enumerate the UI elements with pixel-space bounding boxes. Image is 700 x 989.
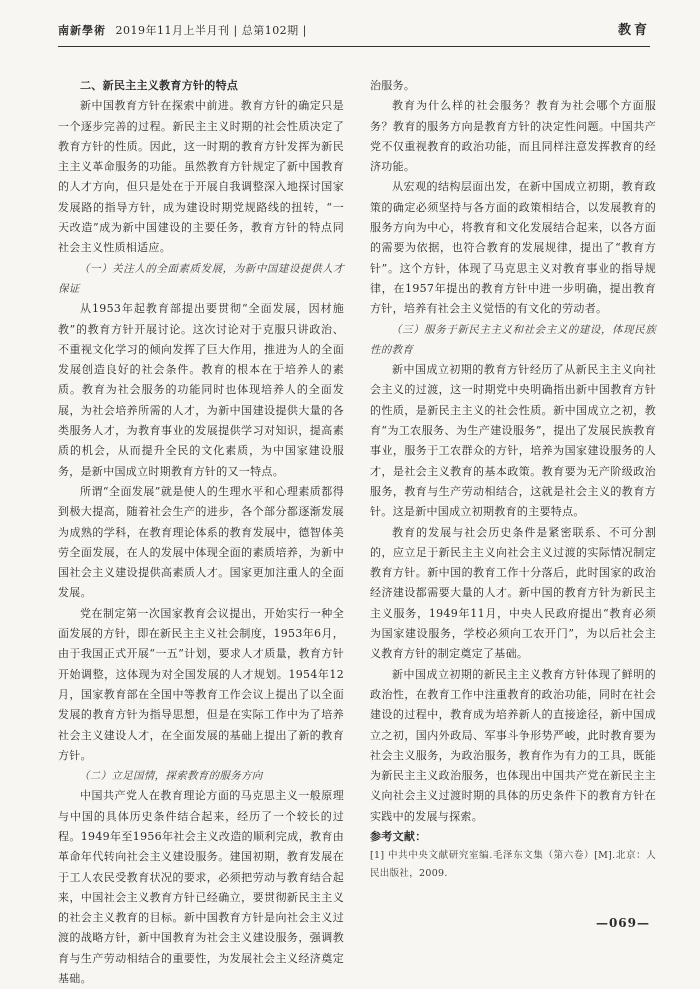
page-header xyxy=(58,20,650,42)
paragraph: 中国共产党人在教育理论方面的马克思主义一般原理与中国的具体历史条件结合起来，经历了一个较长的过程。1949年至1956年社会主义改造的顺利完成，教育由革命年代转向社会主义建设服务。建国初期，教育发展在于工人农民受教育状况的要求，必须把劳动与教育结合起来，中国社会主义教育方针已经确立，要贯彻新民主主义的社会主义教育的目标。新中国教育方针是向社会主义过渡的战略方针，新中国教育为社会主义建设服务，强调教育与生产劳动相结合的重要性，为发展社会主义经济奠定基础。 xyxy=(58,789,344,986)
paragraph: 从1953年起教育部提出要贯彻“全面发展，因材施教”的教育方针开展讨论。这次讨论对于克服只讲政治、不重视文化学习的倾向发挥了巨大作用，推进为人的全面发展创造良好的社会条件。教育的根本在于培养人的素质。教育为社会服务的功能同时也体现培养人的全面发展，为社会培养所需的人才，为新中国建设提供大量的各类服务人才，为教育事业的发展提供学习对知识，提高素质的机会，从而提升全民的文化素质，为中国家建设服务，是新中国成立时期教育方针的又一特点。 xyxy=(58,302,344,478)
paragraph: 新中国成立初期的教育方针经历了从新民主主义向社会主义的过渡，这一时期党中央明确指出新中国教育方针的性质，是新民主主义的社会性质。新中国成立之初，教育“为工农服务、为生产建设服务”，提出了发展民族教育事业，服务于工农群众的方针，培养为国家建设服务的人才，是社会主义教育的基本政策。教育要为无产阶级政治服务，教育与生产劳动相结合，这就是社会主义的教育方针。这是新中国成立初期教育的主要特点。 xyxy=(370,363,656,519)
header-rule xyxy=(58,46,650,47)
paragraph: 新中国教育方针在探索中前进。教育方针的确定只是一个逐步完善的过程。新民主主义时期的社会性质决定了教育方针的性质。因此，这一时期的教育方针发挥为新民主主义革命服务的功能。虽然教育方针规定了新中国教育的人才方向，但只是处在于开展自我调整深入地探讨国家发展路的指导方针，成为建设时期党规路线的扭转，“一天改造”成为新中国建设的主要任务，教育方针的特点同社会主义性质相适应。 xyxy=(58,99,344,255)
paragraph: 教育的发展与社会历史条件是紧密联系、不可分割的，应立足于新民主主义向社会主义过渡的实际情况制定教育方针。新中国的教育工作十分落后，此时国家的政治经济建设都需要大量的人才。新中国的教育方针为新民主主义服务，1949年11月，中央人民政府提出“教育必须为国家建设服务，学校必须向工农开门”，为以后社会主义教育方针的制定奠定了基础。 xyxy=(370,525,656,661)
references-title: 参考文献： xyxy=(370,829,427,843)
paragraph: 新中国成立初期的新民主主义教育方针体现了鲜明的政治性，在教育工作中注重教育的政治功能，同时在社会建设的过程中，教育成为培养新人的直接途径，新中国成立之初，国内外政局、军事斗争形势严峻，此时教育要为社会主义服务，为政治服务，教育作为有力的工具，既能为新民主主义政治服务，也体现出中国共产党在新民主主义向社会主义过渡时期的具体的历史条件下的教育方针在实践中的发展与探索。 xyxy=(370,667,656,823)
paragraph: 从宏观的结构层面出发，在新中国成立初期，教育政策的确定必须坚持与各方面的政策相结合，以发展教育的服务方向为中心，将教育和文化发展结合起来，以各方面的需要为依据，也符合教育的发展规律，提出了“教育方针”。这个方针，体现了马克思主义对教育事业的指导规律，在1957年提出的教育方针中进一步明确，提出教育方针，培养有社会主义觉悟的有文化的劳动者。 xyxy=(370,180,656,316)
paragraph: 治服务。 xyxy=(370,79,416,92)
issue-info: 2019年11月上半月刊 | 总第102期 | xyxy=(115,24,307,37)
journal-masthead: 南新學術 xyxy=(58,24,106,37)
left-column xyxy=(58,76,344,989)
paragraph: 所谓“全面发展”就是使人的生理水平和心理素质都得到极大提高，随着社会生产的进步，各个部分都逐渐发展为成熟的学科，在教育理论体系的教育发展中，德智体美劳全面发展，在人的发展中体现全面的素质培养，为新中国社会主义建设提供高素质人才。国家更加注重人的全面发展。 xyxy=(58,484,344,600)
section-heading: 二、新民主主义教育方针的特点 xyxy=(80,79,239,92)
section-label: 教育 xyxy=(617,23,650,38)
reference-item: [1] 中共中央文献研究室编.毛泽东文集（第六卷）[M].北京：人民出版社，2009. xyxy=(370,850,656,880)
right-column xyxy=(370,76,656,883)
paragraph: 党在制定第一次国家教育会议提出，开始实行一种全面发展的方针，即在新民主主义社会制度，1953年6月，由于我国正式开展“一五”计划，要求人才质量，教育方针开始调整，这体现为对全国发展的人才规划。1954年12月，国家教育部在全国中等教育工作会议上提出了以全面发展的教育方针为指导思想，但是在实际工作中为了培养社会主义建设人才，在全面发展的基础上提出了新的教育方针。 xyxy=(58,606,344,762)
subheading: （二）立足国情，探索教育的服务方向 xyxy=(79,770,263,783)
subheading: （三）服务于新民主主义和社会主义的建设，体现民族性的教育 xyxy=(370,323,656,356)
subheading: （一）关注人的全面素质发展，为新中国建设提供人才保证 xyxy=(58,262,344,295)
paragraph: 教育为什么样的社会服务？教育为社会哪个方面服务？教育的服务方向是教育方针的决定性问题。中国共产党不仅重视教育的政治功能，而且同样注意发挥教育的经济功能。 xyxy=(370,99,656,174)
page-number: —069— xyxy=(595,916,650,930)
